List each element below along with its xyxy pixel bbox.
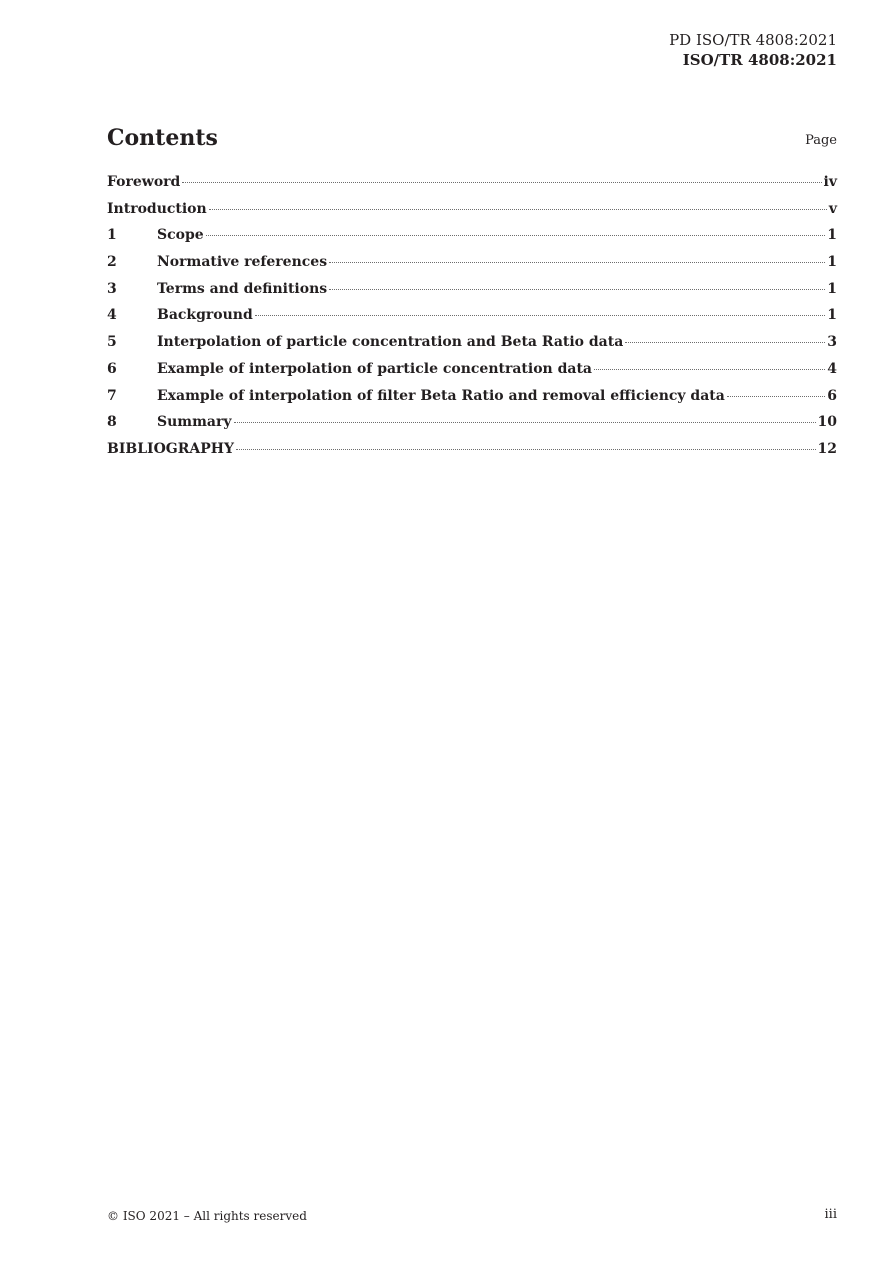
toc-dot-leader xyxy=(594,369,825,370)
toc-entry-normative-references[interactable] xyxy=(107,254,837,281)
toc-dot-leader xyxy=(727,396,825,397)
toc-entry-number: 4 xyxy=(107,307,117,324)
toc-dot-leader xyxy=(329,262,825,263)
toc-entry-page: iv xyxy=(823,174,837,190)
toc-entry-number: 6 xyxy=(107,360,117,377)
toc-entry-page: 1 xyxy=(827,254,837,271)
contents-title: Contents xyxy=(107,125,218,151)
toc-entry-title: Example of interpolation of particle concentration data xyxy=(157,360,592,377)
toc-dot-leader xyxy=(255,315,825,316)
toc-entry-title: Summary xyxy=(157,414,232,431)
toc-entry-page: 1 xyxy=(827,227,837,244)
toc-entry-background[interactable] xyxy=(107,307,837,334)
toc-entry-interpolation[interactable] xyxy=(107,334,837,361)
footer-page-number: iii xyxy=(824,1207,837,1222)
toc-dot-leader xyxy=(329,289,825,290)
toc-entry-title: Foreword xyxy=(107,174,181,190)
header-iso-designation: ISO/TR 4808:2021 xyxy=(682,51,837,69)
toc-entry-number: 7 xyxy=(107,387,117,404)
toc-entry-page: 10 xyxy=(817,414,837,431)
toc-entry-number: 8 xyxy=(107,414,117,431)
toc-entry-title: Normative references xyxy=(157,254,328,271)
toc-entry-foreword[interactable] xyxy=(107,174,837,201)
header-designation: PD ISO/TR 4808:2021 xyxy=(669,31,837,49)
toc-dot-leader xyxy=(182,182,821,183)
toc-entry-page: 1 xyxy=(827,280,837,297)
toc-entry-title: Background xyxy=(157,307,253,324)
page-column-label: Page xyxy=(805,133,837,148)
toc-dot-leader xyxy=(209,209,827,210)
toc-entry-title: Interpolation of particle concentration and Beta Ratio data xyxy=(157,334,624,351)
footer-copyright: © ISO 2021 – All rights reserved xyxy=(107,1209,307,1223)
toc-entry-title: Scope xyxy=(157,227,204,244)
toc-entry-scope[interactable] xyxy=(107,227,837,254)
toc-entry-number: 3 xyxy=(107,280,117,297)
toc-dot-leader xyxy=(234,422,816,423)
toc-entry-bibliography[interactable] xyxy=(107,441,837,468)
toc-entry-number: 5 xyxy=(107,334,117,351)
toc-entry-summary[interactable] xyxy=(107,414,837,441)
toc-entry-number: 2 xyxy=(107,254,117,271)
toc-entry-title: Terms and definitions xyxy=(157,280,328,297)
toc-entry-page: 12 xyxy=(817,440,837,457)
toc-entry-page: 4 xyxy=(827,360,837,377)
document-header xyxy=(669,30,837,70)
toc-entry-example-particle-concentration[interactable] xyxy=(107,361,837,388)
toc-entry-terms-and-definitions[interactable] xyxy=(107,281,837,308)
table-of-contents xyxy=(107,174,837,468)
toc-entry-number: 1 xyxy=(107,227,117,244)
toc-entry-introduction[interactable] xyxy=(107,201,837,228)
toc-entry-title: Example of interpolation of filter Beta Ratio and removal efficiency data xyxy=(157,387,725,404)
toc-dot-leader xyxy=(206,235,826,236)
toc-entry-page: 1 xyxy=(827,307,837,324)
toc-entry-page: v xyxy=(828,200,837,217)
toc-entry-example-beta-ratio[interactable] xyxy=(107,388,837,415)
toc-entry-page: 3 xyxy=(827,334,837,351)
toc-entry-title: Introduction xyxy=(107,200,207,217)
toc-entry-page: 6 xyxy=(827,387,837,404)
toc-entry-title: BIBLIOGRAPHY xyxy=(107,440,235,457)
toc-dot-leader xyxy=(625,342,825,343)
toc-dot-leader xyxy=(236,449,816,450)
